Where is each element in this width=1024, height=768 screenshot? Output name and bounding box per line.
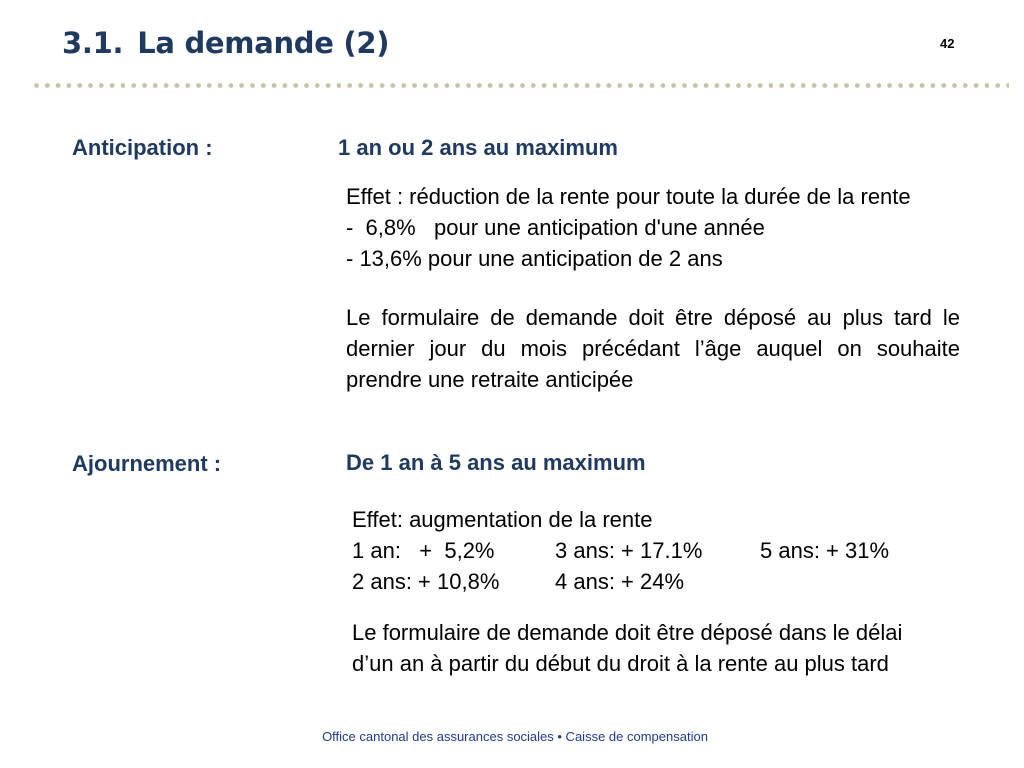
anticipation-effect-line: - 6,8% pour une anticipation d'une année <box>346 215 765 240</box>
ajournement-form-note: Le formulaire de demande doit être déposé dans le délai d’un an à partir du début du droit à la rente au plus tard <box>352 620 903 676</box>
slide-title <box>62 26 389 60</box>
rate-5-years: 5 ans: + 31% <box>760 538 890 563</box>
anticipation-effect <box>346 181 1016 274</box>
anticipation-effect-line: - 13,6% pour une anticipation de 2 ans <box>346 246 723 271</box>
ajournement-effect <box>352 504 972 597</box>
ajournement-rates-row <box>352 535 972 566</box>
page-number: 42 <box>940 36 955 51</box>
ajournement-rates-row <box>352 566 972 597</box>
rate-1-year: 1 an: + 5,2% <box>352 538 495 563</box>
anticipation-effect-line: Effet : réduction de la rente pour toute la durée de la rente <box>346 184 911 209</box>
rate-3-years: 3 ans: + 17.1% <box>555 538 703 563</box>
ajournement-label: Ajournement : <box>72 451 222 476</box>
ajournement-effect-title: Effet: augmentation de la rente <box>352 507 653 532</box>
footer: Office cantonal des assurances sociales • Caisse de compensation <box>322 729 708 744</box>
dotted-divider <box>33 82 1009 89</box>
anticipation-headline: 1 an ou 2 ans au maximum <box>338 135 618 160</box>
anticipation-label: Anticipation : <box>72 135 213 160</box>
rate-4-years: 4 ans: + 24% <box>555 569 685 594</box>
rate-2-years: 2 ans: + 10,8% <box>352 569 500 594</box>
anticipation-form-note: Le formulaire de demande doit être déposé au plus tard le dernier jour du mois précédant l’âge auquel on souhaite prendre une retraite anticipée <box>346 305 960 392</box>
slide-number: 3.1. <box>62 26 124 60</box>
slide-title-text: La demande (2) <box>137 26 390 60</box>
ajournement-headline: De 1 an à 5 ans au maximum <box>346 450 646 475</box>
